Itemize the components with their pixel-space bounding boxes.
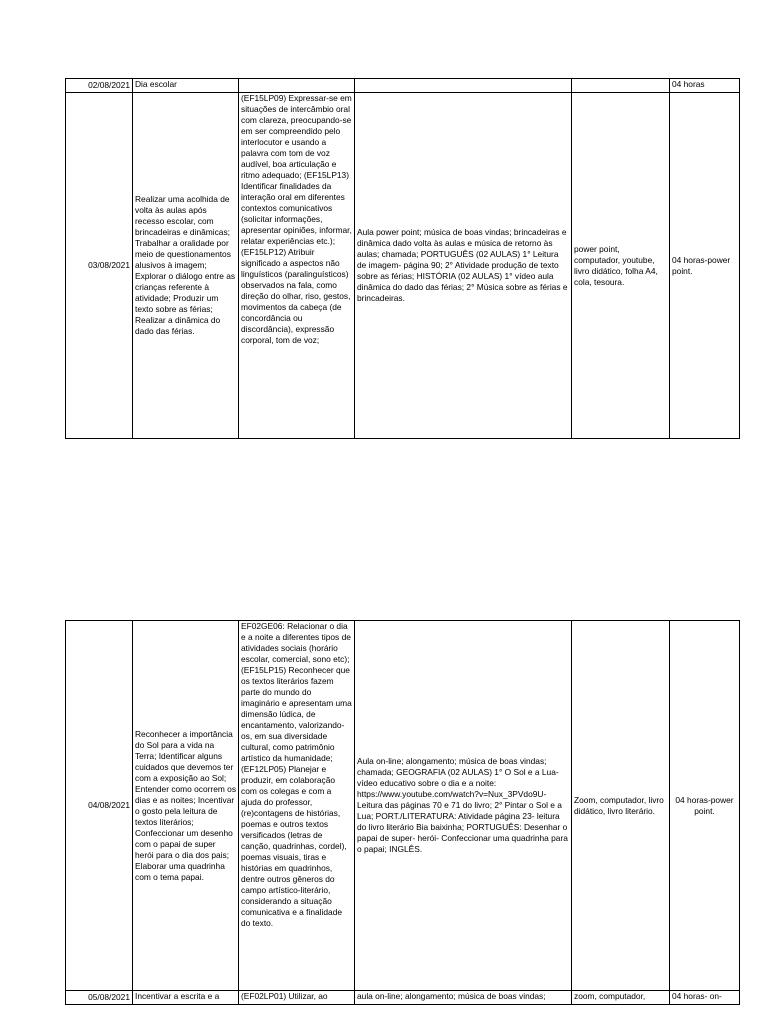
lesson-plan-table-1 bbox=[65, 78, 740, 439]
resources-cell: power point, computador, youtube, livro didático, folha A4, cola, tesoura. bbox=[572, 93, 670, 439]
date-cell: 05/08/2021 bbox=[66, 991, 133, 1005]
methodology-cell: aula on-line; alongamento; música de boas vindas; bbox=[355, 991, 572, 1005]
objectives-cell: Realizar uma acolhida de volta às aulas após recesso escolar, com brincadeiras e dinâmicas; Trabalhar a oralidade por meio de questionamentos alusivos à imagem; Explorar o diálogo entre as crianças referente à atividade; Produzir um texto sobre as férias; Realizar a dinâmica do dado das férias. bbox=[133, 93, 239, 439]
date-cell: 04/08/2021 bbox=[66, 621, 133, 991]
methodology-cell: Aula on-line; alongamento; música de boas vindas; chamada; GEOGRAFIA (02 AULAS) 1° O Sol e a Lua- vídeo educativo sobre o dia e a noite: https://www.youtube.com/watch?v=Nux_3PVdo9U- Leitura das páginas 70 e 71 do livro; 2° Pintar o Sol e a Lua; PORT./LITERATURA: Atividade página 23- leitura do livro literário Bia baixinha; PORTUGUÊS: Desenhar o papai de super- herói- Confeccionar uma quadrinha para o papai; INGLÊS. bbox=[355, 621, 572, 991]
lesson-plan-table-2 bbox=[65, 620, 740, 1005]
skills-cell: (EF15LP09) Expressar-se em situações de intercâmbio oral com clareza, preocupando-se em ser compreendido pelo interlocutor e usando a palavra com tom de voz audível, boa articulação e ritmo adequado; (EF15LP13) Identificar finalidades da interação oral em diferentes contextos comunicativos (solicitar informações, apresentar opiniões, informar, relatar experiências etc.); (EF15LP12) Atribuir significado a aspectos não linguísticos (paralinguísticos) observados na fala, como direção do olhar, riso, gestos, movimentos da cabeça (de concordância ou discordância), expressão corporal, tom de voz; bbox=[239, 93, 355, 439]
resources-cell bbox=[572, 79, 670, 93]
objectives-cell: Incentivar a escrita e a bbox=[133, 991, 239, 1005]
table-row bbox=[66, 991, 740, 1005]
skills-cell: EF02GE06: Relacionar o dia e a noite a diferentes tipos de atividades sociais (horário escolar, comercial, sono etc); (EF15LP15) Reconhecer que os textos literários fazem parte do mundo do imaginário e apresentam uma dimensão lúdica, de encantamento, valorizando-os, em sua diversidade cultural, como patrimônio artístico da humanidade; (EF12LP05) Planejar e produzir, em colaboração com os colegas e com a ajuda do professor, (re)contagens de histórias, poemas e outros textos versificados (letras de canção, quadrinhas, cordel), poemas visuais, tiras e histórias em quadrinhos, dentre outros gêneros do campo artístico-literário, considerando a situação comunicativa e a finalidade do texto. bbox=[239, 621, 355, 991]
date-cell: 03/08/2021 bbox=[66, 93, 133, 439]
skills-cell: (EF02LP01) Utilizar, ao bbox=[239, 991, 355, 1005]
table-row bbox=[66, 621, 740, 991]
table-row bbox=[66, 93, 740, 439]
time-cell: 04 horas- on- bbox=[670, 991, 740, 1005]
date-cell: 02/08/2021 bbox=[66, 79, 133, 93]
time-cell: 04 horas-power point. bbox=[670, 621, 740, 991]
objectives-cell: Dia escolar bbox=[133, 79, 239, 93]
resources-cell: zoom, computador, bbox=[572, 991, 670, 1005]
time-cell: 04 horas bbox=[670, 79, 740, 93]
methodology-cell bbox=[355, 79, 572, 93]
methodology-cell: Aula power point; música de boas vindas; brincadeiras e dinâmica dado volta às aulas e música de retorno às aulas; chamada; PORTUGUÊS (02 AULAS) 1° Leitura de imagem- página 90; 2° Atividade produção de texto sobre as férias; HISTÓRIA (02 AULAS) 1° vídeo aula dinâmica do dado das férias; 2° Música sobre as férias e brincadeiras. bbox=[355, 93, 572, 439]
resources-cell: Zoom, computador, livro didático, livro literário. bbox=[572, 621, 670, 991]
table-row bbox=[66, 79, 740, 93]
time-cell: 04 horas-power point. bbox=[670, 93, 740, 439]
objectives-cell: Reconhecer a importância do Sol para a vida na Terra; Identificar alguns cuidados que devemos ter com a exposição ao Sol; Entender como ocorrem os dias e as noites; Incentivar o gosto pela leitura de textos literários; Confeccionar um desenho com o papai de super herói para o dia dos pais; Elaborar uma quadrinha com o tema papai. bbox=[133, 621, 239, 991]
skills-cell bbox=[239, 79, 355, 93]
